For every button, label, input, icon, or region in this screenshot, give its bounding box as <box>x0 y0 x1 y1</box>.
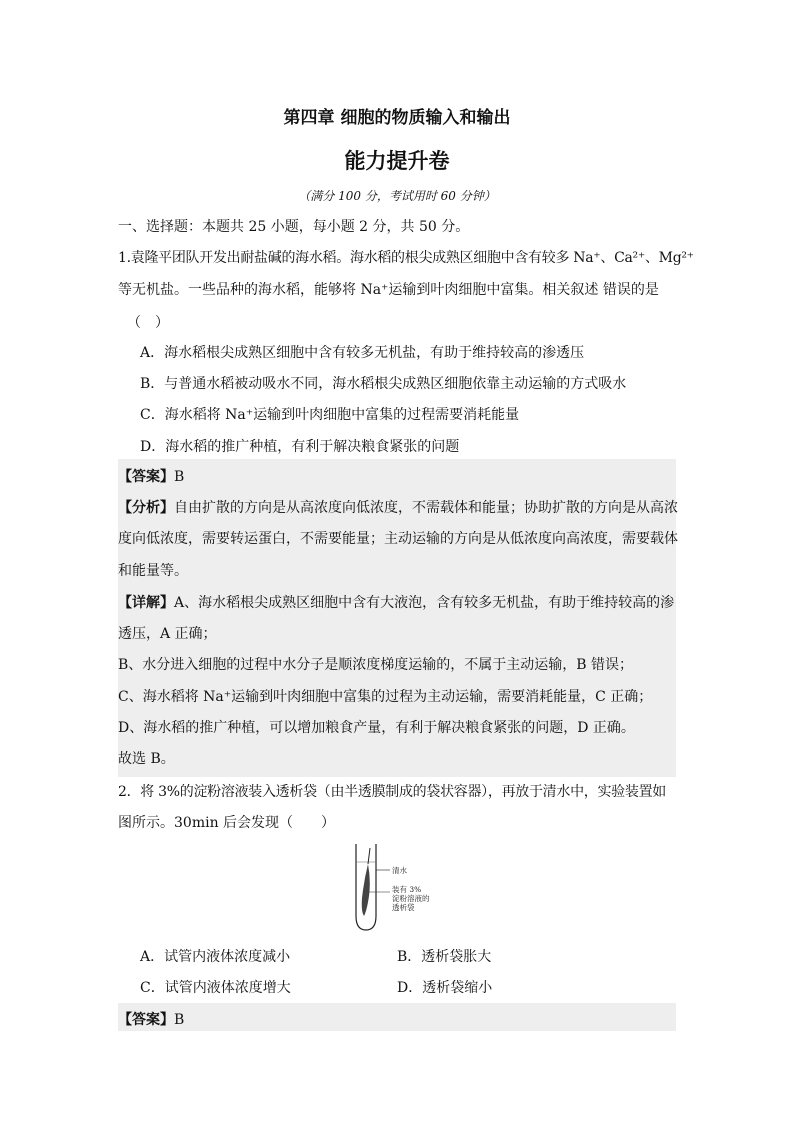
q1-analysis-line1 <box>118 497 678 517</box>
q2-answer-value: B <box>174 1012 185 1028</box>
q2-option-a: A．试管内液体浓度减小 <box>140 949 291 965</box>
bag-string <box>368 848 370 864</box>
section-heading: 一、选择题：本题共 25 小题，每小题 2 分，共 50 分。 <box>118 219 470 235</box>
q1-option-d: D．海水稻的推广种植，有利于解决粮食紧张的问题 <box>140 439 460 455</box>
test-tube-figure <box>340 840 450 932</box>
q2-option-c: C．试管内液体浓度增大 <box>140 980 291 996</box>
q1-answer-value: B <box>174 469 185 485</box>
dialysis-bag <box>362 864 370 916</box>
q1-answer <box>118 466 184 486</box>
q1-answer-paren: （ ） <box>127 315 169 331</box>
label-water: 清水 <box>392 866 407 875</box>
q1-analysis-tag: 【分析】 <box>118 500 174 516</box>
q1-answer-tag: 【答案】 <box>118 469 174 485</box>
label-bag-line3: 透析袋 <box>392 903 415 912</box>
q2-stem-line1: 2．将 3%的淀粉溶液装入透析袋（由半透膜制成的袋状容器），再放于清水中，实验装置如 <box>118 784 666 800</box>
q1-detail-tag: 【详解】 <box>118 595 174 611</box>
label-bag-line2: 淀粉溶液的 <box>392 894 430 903</box>
q1-detail-text: A、海水稻根尖成熟区细胞中含有大液泡，含有较多无机盐，有助于维持较高的渗 <box>174 595 675 611</box>
chapter-title: 第四章 细胞的物质输入和输出 <box>283 108 511 128</box>
q2-option-b: B．透析袋胀大 <box>397 949 492 965</box>
q2-answer-tag: 【答案】 <box>118 1012 174 1028</box>
q1-option-a: A．海水稻根尖成熟区细胞中含有较多无机盐，有助于维持较高的渗透压 <box>140 345 585 361</box>
q1-stem-line2: 等无机盐。一些品种的海水稻，能够将 Na⁺运输到叶肉细胞中富集。相关叙述 错误的是 <box>118 282 659 298</box>
q1-detail-line2: 透压，A 正确； <box>118 626 217 642</box>
q1-analysis-line3: 和能量等。 <box>118 563 188 579</box>
q1-stem-line1: 1.袁隆平团队开发出耐盐碱的海水稻。海水稻的根尖成熟区细胞中含有较多 Na⁺、Ca²⁺、Mg²⁺ <box>118 250 694 266</box>
q1-detail-line5: D、海水稻的推广种植，可以增加粮食产量，有利于解决粮食紧张的问题，D 正确。 <box>118 720 635 736</box>
paper-title: 能力提升卷 <box>344 149 450 173</box>
exam-info: （满分 100 分，考试用时 60 分钟） <box>298 189 496 203</box>
q1-detail-line1 <box>118 592 674 612</box>
q1-option-b: B．与普通水稻被动吸水不同，海水稻根尖成熟区细胞依靠主动运输的方式吸水 <box>140 376 627 392</box>
q1-detail-line3: B、水分进入细胞的过程中水分子是顺浓度梯度运输的，不属于主动运输，B 错误； <box>118 657 634 673</box>
q2-option-d: D．透析袋缩小 <box>397 980 493 996</box>
q1-detail-line4: C、海水稻将 Na⁺运输到叶肉细胞中富集的过程为主动运输，需要消耗能量，C 正确； <box>118 689 653 705</box>
q2-solution-block <box>118 1003 676 1031</box>
label-bag-line1: 装有 3% <box>392 885 422 894</box>
q2-stem-line2: 图所示。30min 后会发现（ ） <box>118 815 336 831</box>
q1-conclusion: 故选 B。 <box>118 751 175 767</box>
q2-answer <box>118 1009 184 1029</box>
q1-analysis-text: 自由扩散的方向是从高浓度向低浓度，不需载体和能量；协助扩散的方向是从高浓 <box>174 500 678 516</box>
q1-analysis-line2: 度向低浓度，需要转运蛋白，不需要能量；主动运输的方向是从低浓度向高浓度，需要载体 <box>118 531 678 547</box>
q1-option-c: C．海水稻将 Na⁺运输到叶肉细胞中富集的过程需要消耗能量 <box>140 407 520 423</box>
